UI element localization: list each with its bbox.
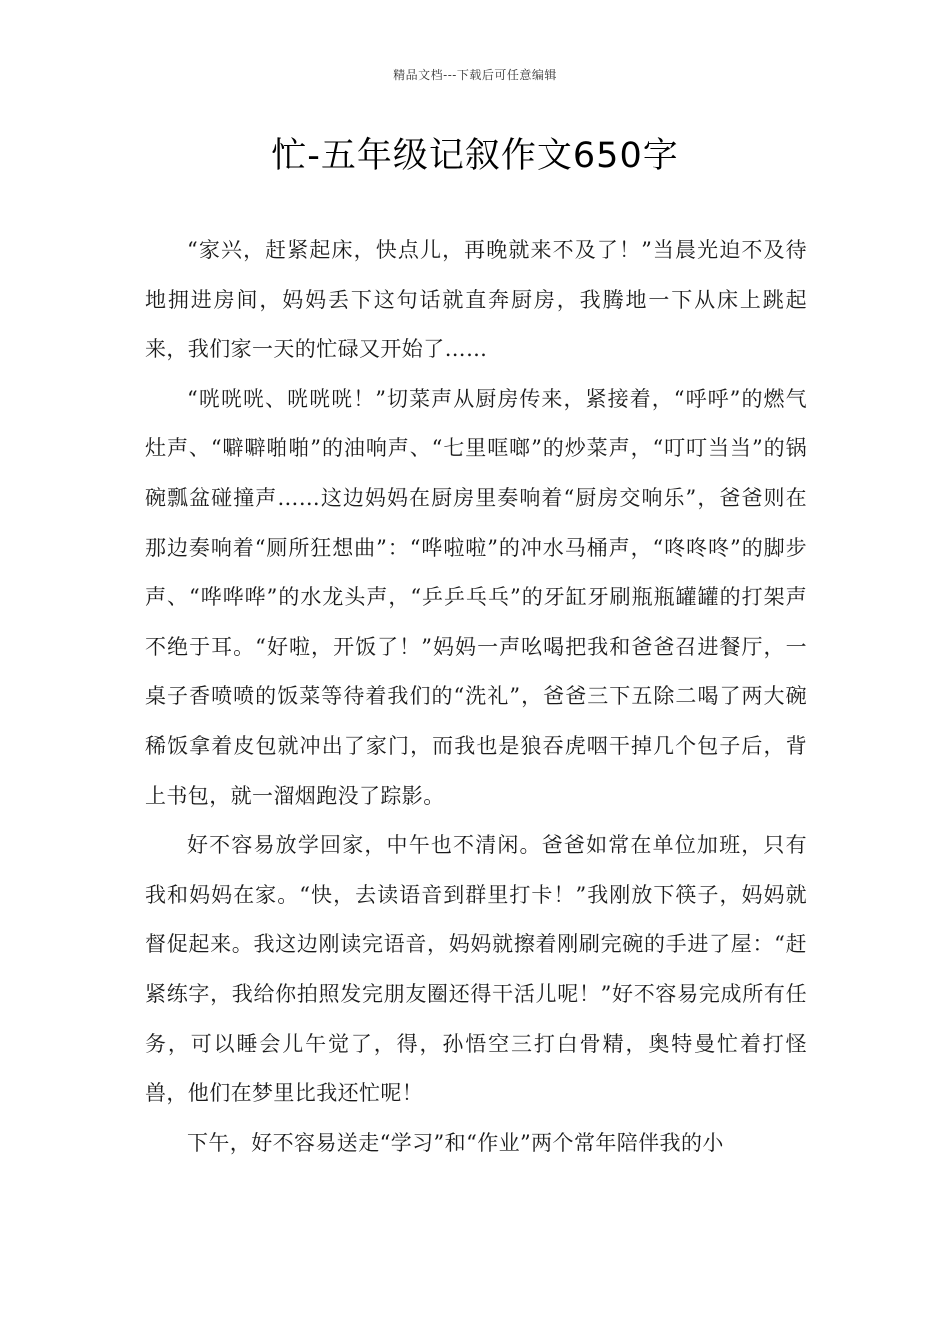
document-title: 忙-五年级记叙作文650字 [271,136,679,176]
paragraph-4: 下午，好不容易送走“学习”和“作业”两个常年陪伴我的小 [187,1130,724,1155]
paragraph-2: “咣咣咣、咣咣咣！”切菜声从厨房传来，紧接着，“呼呼”的燃气灶声、“噼噼啪啪”的油响声、“七里哐啷”的炒菜声，“叮叮当当”的锅碗瓢盆碰撞声……这边妈妈在厨房里奏响着“厨房交响乐”，爸爸则在那边奏响着“厕所狂想曲”：“哗啦啦”的冲水马桶声，“咚咚咚”的脚步声、“哗哗哗”的水龙头声，“乒乒乓乓”的牙缸牙刷瓶瓶罐罐的打架声不绝于耳。“好啦，开饭了！”妈妈一声吆喝把我和爸爸召进餐厅，一桌子香喷喷的饭菜等待着我们的“洗礼”，爸爸三下五除二喝了两大碗稀饭拿着皮包就冲出了家门，而我也是狼吞虎咽干掉几个包子后，背上书包，就一溜烟跑没了踪影。 [145,386,807,808]
paragraph-3: 好不容易放学回家，中午也不清闲。爸爸如常在单位加班，只有我和妈妈在家。“快，去读语音到群里打卡！”我刚放下筷子，妈妈就督促起来。我这边刚读完语音，妈妈就擦着刚刷完碗的手进了屋：“赶紧练字，我给你拍照发完朋友圈还得干活儿呢！”好不容易完成所有任务，可以睡会儿午觉了，得，孙悟空三打白骨精，奥特曼忙着打怪兽，他们在梦里比我还忙呢！ [145,833,807,1106]
paragraph-1: “家兴，赶紧起床，快点儿，再晚就来不及了！”当晨光迫不及待地拥进房间，妈妈丢下这句话就直奔厨房，我腾地一下从床上跳起来，我们家一天的忙碌又开始了…… [145,238,807,362]
article-body [145,226,807,1168]
header-note: 精品文档---下载后可任意编辑 [393,68,557,82]
